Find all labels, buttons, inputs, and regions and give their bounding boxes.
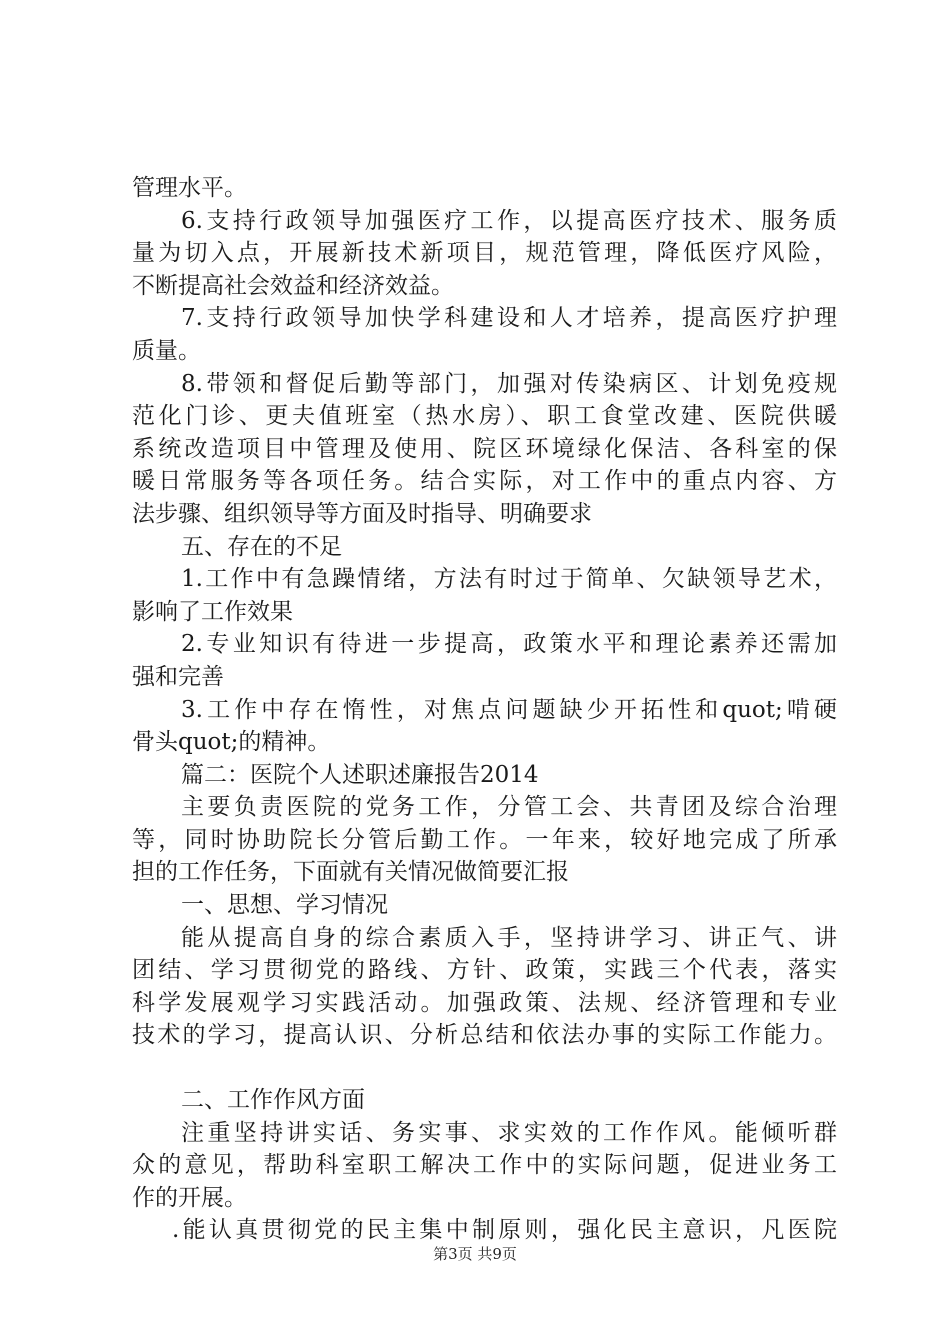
text-line: 骨头quot;的精神。 bbox=[132, 729, 331, 756]
text-line: 不断提高社会效益和经济效益。 bbox=[132, 272, 454, 299]
text-line: 作的开展。 bbox=[132, 1184, 247, 1211]
text-line: 法步骤、组织领导等方面及时指导、明确要求 bbox=[132, 500, 592, 527]
text-line: 1.工作中有急躁情绪，方法有时过于简单、欠缺领导艺术， bbox=[181, 566, 837, 593]
text-line: 2.专业知识有待进一步提高，政策水平和理论素养还需加 bbox=[181, 631, 837, 658]
text-line: 担的工作任务，下面就有关情况做简要汇报 bbox=[132, 859, 569, 886]
text-line: 3.工作中存在惰性，对焦点问题缺少开拓性和quot;啃硬 bbox=[181, 696, 837, 723]
text-line: 技术的学习，提高认识、分析总结和依法办事的实际工作能力。 bbox=[132, 1022, 837, 1049]
document-body bbox=[132, 172, 837, 1247]
text-line: 8.带领和督促后勤等部门，加强对传染病区、计划免疫规 bbox=[181, 370, 837, 397]
text-line: 注重坚持讲实话、务实事、求实效的工作作风。能倾听群 bbox=[181, 1119, 837, 1146]
text-line: 团结、学习贯彻党的路线、方针、政策，实践三个代表，落实 bbox=[132, 957, 837, 984]
text-line: 一、思想、学习情况 bbox=[181, 892, 388, 919]
text-line: 量为切入点，开展新技术新项目，规范管理，降低医疗风险， bbox=[132, 240, 837, 267]
text-line: 7.支持行政领导加快学科建设和人才培养，提高医疗护理 bbox=[181, 305, 837, 332]
text-line: 二、工作作风方面 bbox=[181, 1087, 365, 1114]
text-line: 系统改造项目中管理及使用、院区环境绿化保洁、各科室的保 bbox=[132, 435, 837, 462]
text-line: 影响了工作效果 bbox=[132, 598, 293, 625]
text-line: 强和完善 bbox=[132, 663, 224, 690]
text-line: 众的意见，帮助科室职工解决工作中的实际问题，促进业务工 bbox=[132, 1152, 837, 1179]
text-line: 篇二：医院个人述职述廉报告2014 bbox=[181, 761, 539, 788]
page-footer: 第3页 共9页 bbox=[433, 1245, 517, 1263]
text-line: .能认真贯彻党的民主集中制原则，强化民主意识，凡医院 bbox=[172, 1217, 837, 1244]
text-line: 能从提高自身的综合素质入手，坚持讲学习、讲正气、讲 bbox=[181, 924, 837, 951]
text-line: 范化门诊、更夫值班室（热水房）、职工食堂改建、医院供暖 bbox=[132, 403, 837, 430]
text-line: 科学发展观学习实践活动。加强政策、法规、经济管理和专业 bbox=[132, 989, 837, 1016]
text-line: 管理水平。 bbox=[132, 175, 247, 201]
text-line: 6.支持行政领导加强医疗工作，以提高医疗技术、服务质 bbox=[181, 207, 837, 234]
text-line: 质量。 bbox=[132, 337, 201, 364]
text-line: 五、存在的不足 bbox=[181, 533, 342, 560]
text-line: 暖日常服务等各项任务。结合实际，对工作中的重点内容、方 bbox=[132, 468, 837, 495]
text-line: 主要负责医院的党务工作，分管工会、共青团及综合治理 bbox=[181, 794, 837, 821]
text-line: 等，同时协助院长分管后勤工作。一年来，较好地完成了所承 bbox=[132, 826, 837, 853]
